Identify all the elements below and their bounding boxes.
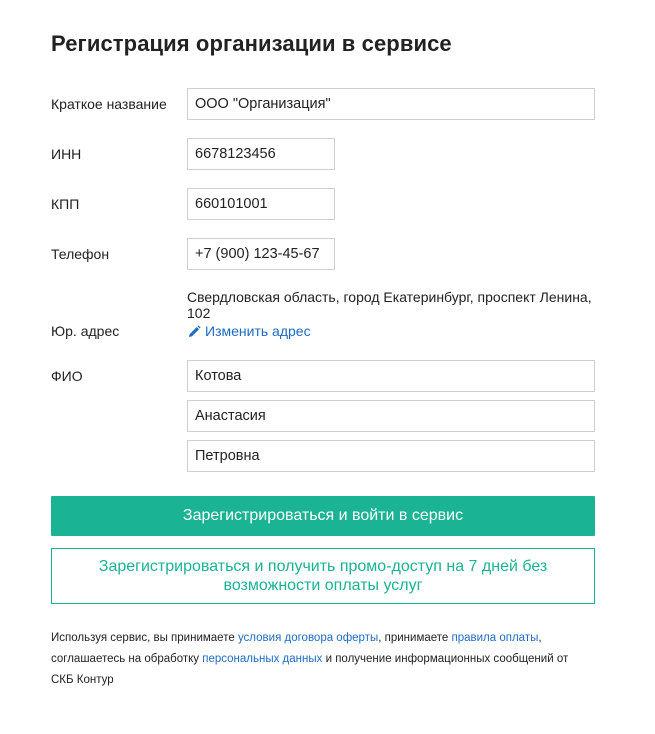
last-name-input[interactable]	[187, 360, 595, 392]
short-name-input[interactable]	[187, 88, 595, 120]
page-title: Регистрация организации в сервисе	[51, 31, 452, 56]
personal-data-link[interactable]: персональных данных	[202, 653, 323, 665]
disclaimer-text-4: и получение информационных сообщений от СКБ Контур	[51, 653, 569, 686]
disclaimer-text-2: , принимаете	[378, 632, 452, 644]
register-promo-button[interactable]: Зарегистрироваться и получить промо-доступ на 7 дней без возможности оплаты услуг	[51, 548, 595, 604]
inn-label: ИНН	[51, 146, 82, 162]
phone-label: Телефон	[51, 246, 110, 262]
kpp-label: КПП	[51, 196, 80, 212]
pencil-icon	[188, 325, 201, 338]
change-address-text: Изменить адрес	[205, 323, 311, 339]
change-address-link[interactable]	[188, 323, 311, 339]
payment-rules-link[interactable]: правила оплаты	[451, 632, 539, 644]
first-name-input[interactable]	[187, 400, 595, 432]
legal-address-value: Свердловская область, город Екатеринбург, проспект Ленина, 102	[187, 289, 592, 321]
offer-terms-link[interactable]: условия договора оферты	[237, 632, 379, 644]
register-button[interactable]: Зарегистрироваться и войти в сервис	[51, 496, 595, 536]
terms-disclaimer	[51, 628, 591, 691]
kpp-input[interactable]	[187, 188, 335, 220]
middle-name-input[interactable]	[187, 440, 595, 472]
disclaimer-text-1: Используя сервис, вы принимаете	[51, 632, 238, 644]
fio-label: ФИО	[51, 368, 83, 384]
disclaimer-text-3: , соглашаетесь на обработку	[51, 632, 542, 665]
legal-address-label: Юр. адрес	[51, 323, 120, 339]
inn-input[interactable]	[187, 138, 335, 170]
short-name-label: Краткое название	[51, 96, 167, 112]
phone-input[interactable]	[187, 238, 335, 270]
